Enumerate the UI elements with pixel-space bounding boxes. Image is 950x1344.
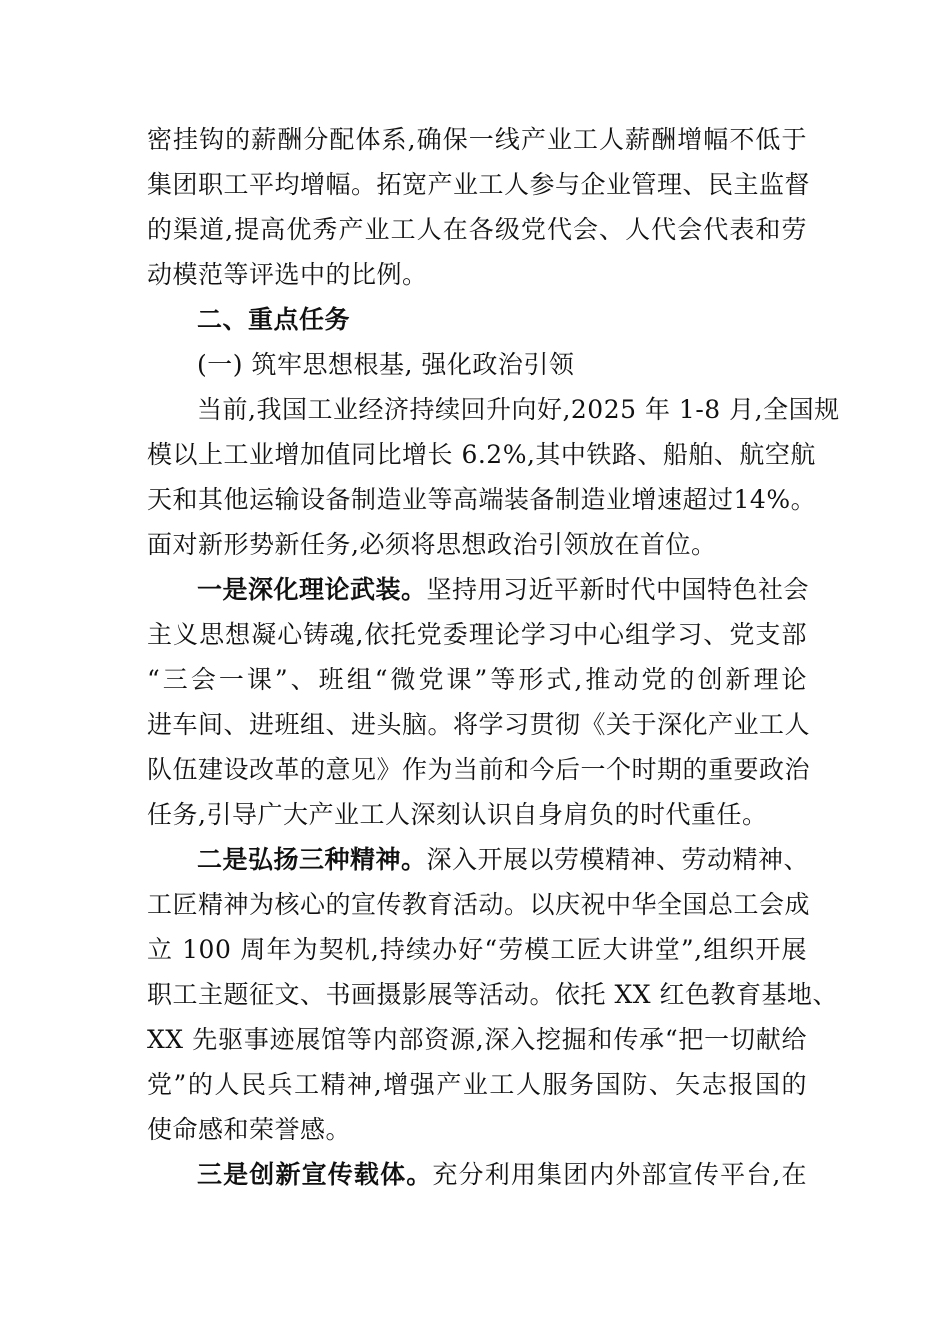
lead-in-bold: 二是弘扬三种精神。: [197, 845, 427, 874]
paragraph-line: 主义思想凝心铸魂,依托党委理论学习中心组学习、党支部: [147, 620, 807, 649]
paragraph-line: 集团职工平均增幅。拓宽产业工人参与企业管理、民主监督: [147, 170, 811, 199]
paragraph-line: 面对新形势新任务,必须将思想政治引领放在首位。: [147, 530, 717, 559]
lead-in-bold: 三是创新宣传载体。: [197, 1160, 433, 1189]
subsection-heading: (一) 筑牢思想根基, 强化政治引领: [197, 350, 575, 379]
paragraph-text: 深入开展以劳模精神、劳动精神、: [426, 845, 810, 874]
paragraph-text: 坚持用习近平新时代中国特色社会: [426, 575, 810, 604]
paragraph-line: [197, 1152, 807, 1197]
paragraph-line: 职工主题征文、书画摄影展等活动。依托 XX 红色教育基地、: [147, 980, 838, 1009]
paragraph-line: 工匠精神为核心的宣传教育活动。以庆祝中华全国总工会成: [147, 890, 811, 919]
paragraph-line: [197, 567, 810, 612]
paragraph-line: 任务,引导广大产业工人深刻认识自身肩负的时代重任。: [147, 800, 768, 829]
paragraph-line: “三会一课”、班组“微党课”等形式,推动党的创新理论: [147, 665, 807, 694]
paragraph-line: 密挂钩的薪酬分配体系,确保一线产业工人薪酬增幅不低于: [147, 125, 807, 154]
paragraph-line: 当前,我国工业经济持续回升向好,2025 年 1-8 月,全国规: [197, 395, 840, 424]
paragraph-line: 队伍建设改革的意见》作为当前和今后一个时期的重要政治: [147, 755, 811, 784]
section-heading: 二、重点任务: [197, 305, 351, 334]
paragraph-line: 的渠道,提高优秀产业工人在各级党代会、人代会代表和劳: [147, 215, 807, 244]
paragraph-line: 使命感和荣誉感。: [147, 1115, 352, 1144]
paragraph-line: XX 先驱事迹展馆等内部资源,深入挖掘和传承“把一切献给: [147, 1025, 807, 1054]
paragraph-line: 天和其他运输设备制造业等高端装备制造业增速超过14%。: [147, 485, 817, 514]
lead-in-bold: 一是深化理论武装。: [197, 575, 427, 604]
paragraph-line: 进车间、进班组、进头脑。将学习贯彻《关于深化产业工人: [147, 710, 811, 739]
paragraph-line: 模以上工业增加值同比增长 6.2%,其中铁路、船舶、航空航: [147, 440, 816, 469]
paragraph-line: 立 100 周年为契机,持续办好“劳模工匠大讲堂”,组织开展: [147, 935, 807, 964]
paragraph-line: 动模范等评选中的比例。: [147, 260, 428, 289]
paragraph-line: 党”的人民兵工精神,增强产业工人服务国防、矢志报国的: [147, 1070, 807, 1099]
paragraph-text: 充分利用集团内外部宣传平台,在: [432, 1160, 807, 1189]
paragraph-line: [197, 837, 810, 882]
